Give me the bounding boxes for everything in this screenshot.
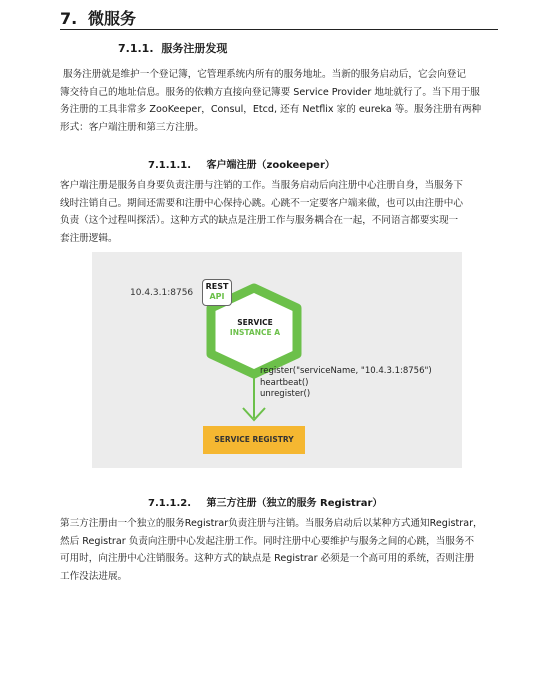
api-label: API	[209, 292, 225, 301]
subsection-title: 客户端注册（zookeeper）	[206, 160, 335, 171]
chapter-number: 7.	[60, 9, 78, 28]
register-call: register("serviceName, "10.4.3.1:8756")	[260, 366, 432, 376]
registration-diagram	[92, 252, 462, 468]
paragraph-line: 工作没法进展。	[60, 570, 128, 582]
paragraph-line: 线时注销自己。期间还需要和注册中心保持心跳。心跳不一定要客户端来做，也可以由注册中心	[60, 197, 463, 209]
subsection-number: 7.1.1.2.	[148, 498, 192, 509]
chapter-title: 微服务	[88, 9, 137, 28]
paragraph-line: 形式：客户端注册和第三方注册。	[60, 121, 204, 133]
paragraph-line: 可用时，向注册中心注销服务。这种方式的缺点是 Registrar 必须是一个高可用的系统，否则注册	[60, 553, 475, 564]
heartbeat-call: heartbeat()	[260, 377, 309, 388]
unregister-call: unregister()	[260, 389, 311, 399]
rest-label: REST	[205, 282, 229, 291]
third-party-paragraph	[60, 515, 498, 585]
paragraph-line: 套注册逻辑。	[60, 232, 118, 244]
service-registry-box: SERVICE REGISTRY	[203, 426, 305, 454]
client-paragraph	[60, 177, 498, 247]
section-number: 7.1.1.	[118, 42, 154, 55]
subsection-title: 第三方注册（独立的服务 Registrar）	[206, 498, 383, 509]
intro-paragraph	[60, 66, 498, 136]
subsection-heading-third-party	[148, 494, 382, 509]
address-label: 10.4.3.1:8756	[130, 288, 194, 298]
rest-api-badge	[202, 279, 232, 306]
service-instance-label	[220, 318, 290, 338]
subsection-heading-client	[148, 156, 335, 171]
paragraph-line: 然后 Registrar 负责向注册中心发起注册工作。同时注册中心要维护与服务之间的心跳，当服务不	[60, 535, 475, 547]
instance-label: INSTANCE A	[229, 328, 281, 337]
paragraph-line: 第三方注册由一个独立的服务Registrar负责注册与注销。当服务启动后以某种方式通知Registrar，	[60, 518, 483, 529]
section-heading	[118, 40, 227, 56]
paragraph-line: 服务注册就是维护一个登记簿，它管理系统内所有的服务地址。当新的服务启动后，它会向登记	[63, 69, 466, 80]
heading-rule	[60, 29, 498, 30]
paragraph-line: 务注册的工具非常多 ZooKeeper，Consul，Etcd, 还有 Netflix 家的 eureka 等。服务注册有两种	[60, 104, 482, 115]
chapter-heading	[60, 6, 136, 29]
paragraph-line: 客户端注册是服务自身要负责注册与注销的工作。当服务启动后向注册中心注册自身，当服务下	[60, 180, 463, 191]
subsection-number: 7.1.1.1.	[148, 160, 192, 171]
service-label: SERVICE	[237, 318, 273, 327]
registration-calls	[260, 366, 432, 401]
section-title: 服务注册发现	[161, 42, 228, 55]
paragraph-line: 负责（这个过程叫探活）。这种方式的缺点是注册工作与服务耦合在一起，不同语言都要实现一	[60, 215, 459, 226]
paragraph-line: 簿交待自己的地址信息。服务的依赖方直接向登记簿要 Service Provider 地址就行了。当下用于服	[60, 86, 480, 98]
